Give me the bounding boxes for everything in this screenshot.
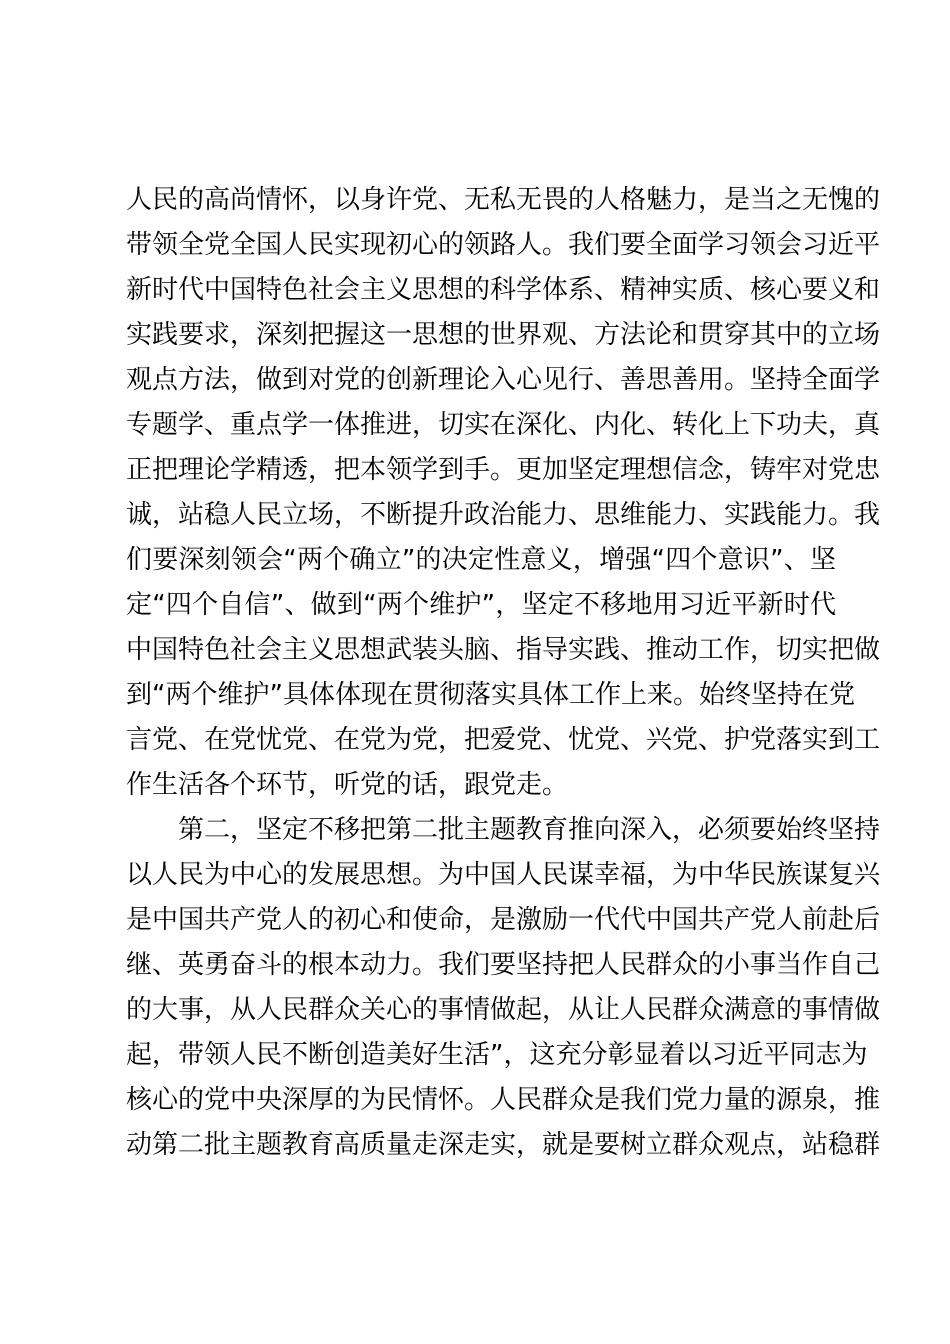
text-line: 继、英勇奋斗的根本动力。我们要坚持把人民群众的小事当作自己 bbox=[126, 950, 881, 980]
text-line: 言党、在党忧党、在党为党，把爱党、忧党、兴党、护党落实到工 bbox=[126, 725, 881, 755]
text-line: 以人民为中心的发展思想。为中国人民谋幸福，为中华民族谋复兴 bbox=[126, 860, 881, 890]
text-line: 动第二批主题教育高质量走深走实，就是要树立群众观点，站稳群 bbox=[126, 1130, 881, 1160]
text-line: 核心的党中央深厚的为民情怀。人民群众是我们党力量的源泉，推 bbox=[126, 1085, 881, 1115]
text-line: 作生活各个环节，听党的话，跟党走。 bbox=[126, 770, 569, 800]
paragraph-2 bbox=[126, 808, 881, 1168]
paragraph-1 bbox=[126, 178, 881, 808]
text-line: 定“四个自信”、做到“两个维护”，坚定不移地用习近平新时代 bbox=[126, 590, 836, 620]
text-line: 新时代中国特色社会主义思想的科学体系、精神实质、核心要义和 bbox=[126, 275, 881, 305]
body-text bbox=[126, 178, 881, 1168]
text-line: 观点方法，做到对党的创新理论入心见行、善思善用。坚持全面学 bbox=[126, 365, 881, 395]
text-line: 起，带领人民不断创造美好生活”，这充分彰显着以习近平同志为 bbox=[126, 1040, 868, 1070]
text-line: 专题学、重点学一体推进，切实在深化、内化、转化上下功夫，真 bbox=[126, 410, 881, 440]
text-line: 是中国共产党人的初心和使命，是激励一代代中国共产党人前赴后 bbox=[126, 905, 881, 935]
text-line: 第二，坚定不移把第二批主题教育推向深入，必须要始终坚持 bbox=[178, 815, 881, 845]
text-line: 正把理论学精透，把本领学到手。更加坚定理想信念，铸牢对党忠 bbox=[126, 455, 881, 485]
text-line: 们要深刻领会“两个确立”的决定性意义，增强“四个意识”、坚 bbox=[126, 545, 836, 575]
text-line: 人民的高尚情怀，以身许党、无私无畏的人格魅力，是当之无愧的 bbox=[126, 185, 881, 215]
text-line: 实践要求，深刻把握这一思想的世界观、方法论和贯穿其中的立场 bbox=[126, 320, 881, 350]
text-line: 中国特色社会主义思想武装头脑、指导实践、推动工作，切实把做 bbox=[126, 635, 881, 665]
text-line: 诚，站稳人民立场，不断提升政治能力、思维能力、实践能力。我 bbox=[126, 500, 881, 530]
text-line: 到“两个维护”具体体现在贯彻落实具体工作上来。始终坚持在党 bbox=[126, 680, 855, 710]
text-line: 带领全党全国人民实现初心的领路人。我们要全面学习领会习近平 bbox=[126, 230, 881, 260]
text-line: 的大事，从人民群众关心的事情做起，从让人民群众满意的事情做 bbox=[126, 995, 881, 1025]
